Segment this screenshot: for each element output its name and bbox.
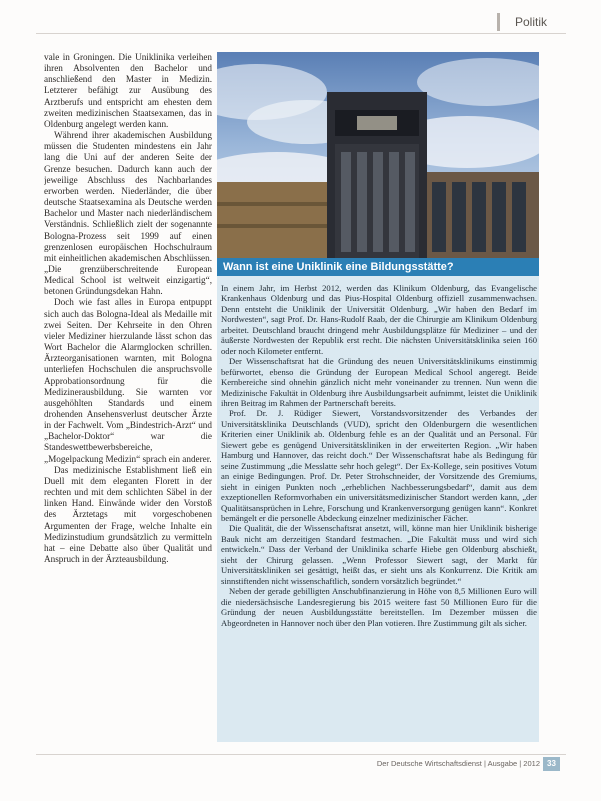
feature-paragraph: Prof. Dr. J. Rüdiger Siewert, Vorstandsvorsitzender des Verbandes der Universitätsklinika Deutschlands (VUD), spricht den Oldenburgern die wesentlichen Kriterien einer Uniklinik ab. Oldenburg fehle es an der Qualität und an Personal. Für Siewert gebe es genügend Universitätskliniken in der erweiterten Region. „Wir haben Hamburg und Hannover, das reicht doch.“ Der Wissenschaftsrat habe als Bedingung für seine Zustimmung „die Messlatte sehr hoch gelegt“. Der Ex-Kollege, sein positives Votum an einige Bedingungen. Prof. Dr. Peter Strohschneider, der Vorsitzende des Gremiums, sieht in einigen Punkten noch „erheblichen Nachbesserungsbedarf“, damit aus dem exzeptionellen Reformvorhaben ein universitätsmedizinischer Standort werden kann, „der Qualitätsansprüchen in Lehre, Forschung und Krankenversorgung genügen kann“. Konkret bemängelt er die personelle Abdeckung einzelner medizinischer Fächer. — [221, 408, 537, 523]
article-paragraph: vale in Groningen. Die Uniklinika verleihen ihren Absolventen den Bachelor und anschließend den Master in Medizin. Letzterer befähigt zur Ausübung des Arztberufs und entspricht am ehesten dem zweiten medizinischen Staatsexamen, das in Oldenburg angelegt werden kann. — [44, 52, 212, 129]
article-left-column — [44, 52, 212, 742]
feature-paragraph: Der Wissenschaftsrat hat die Gründung des neuen Universitätsklinikums einstimmig befürwortet, ebenso die Gründung der European Medical School angeregt. Beide Kernbereiche sind ohnehin gänzlich nicht mehr voneinander zu trennen. Nun wenn die Medizinische Fakultät in Oldenburg ihre Ausbildungsarbeit aufnimmt, leistet die Uniklinik ihren Beitrag im Rahmen der Partnerschaft bereits. — [221, 356, 537, 408]
article-paragraph: Doch wie fast alles in Europa entpuppt sich auch das Bologna-Ideal als Medaille mit zwei Seiten. Der Kehrseite in den Ohren vieler Mediziner hierzulande lässt schon das Wort Bachelor die Alarmglocken schrillen. Ärzteorganisationen warnten, mit Bologna unterliefen Hochschulen die anspruchsvolle Approbationsordnung für die Medizinerausbildung. Sie warnten vor ausgehöhlten Standards und einem drohenden Ansehensverlust deutscher Ärzte in der Fachwelt. Vom „Bindestrich-Arzt“ und „Bachelor-Doktor“ war die Standeswettbewerbsbereiche, „Mogelpackung Medizin“ sprach ein anderer. — [44, 297, 212, 464]
feature-paragraph: In einem Jahr, im Herbst 2012, werden das Klinikum Oldenburg, das Evangelische Krankenhaus Oldenburg und das Pius-Hospital Oldenburg offiziell zusammenwachsen. Denn entsteht die Uniklinik der Universität Oldenburg. „Wir haben den Bedarf im Nordwesten“, sagt Prof. Dr. Hans-Rudolf Raab, der die Chirurgie am Klinikum Oldenburg arbeitet. Deutschland braucht dringend mehr Ausbildungsplätze für Mediziner – und der äußerste Nordwesten der Republik erst recht. Die nächsten Universitätsklinika seien 160 oder noch Kilometer entfernt. — [221, 283, 537, 356]
page-number: 33 — [543, 757, 560, 771]
feature-paragraph: Neben der gerade gebilligten Anschubfinanzierung in Höhe von 8,5 Millionen Euro will die niedersächsische Landesregierung bis 2015 weitere fast 50 Millionen Euro für die Gründung der neuen Ausbildungsstätte bereitstellen. Im Dezember müssen die Abgeordneten in Hannover noch über den Plan votieren. Ihre Zustimmung gilt als sicher. — [221, 586, 537, 628]
feature-paragraph: Die Qualität, die der Wissenschaftsrat ansetzt, will, könne man hier Uniklinik bisherige Bauk nicht am derzeitigen Standard festmachen. „Die Fakultät muss und wird sich entwickeln.“ Dass der Verband der Uniklinika scharfe Hiebe gen Oldenburg abschießt, sieht der Chirurg gelassen. „Wenn Professor Siewert sagt, der Markt für Universitätskliniken sei gesättigt, heißt das, er sieht uns als Konkurrenz. Die Kritik am sinnstiftenden nicht wissenschaftlich, sondern vorsätzlich begründet.“ — [221, 523, 537, 586]
clinic-building-illustration — [217, 52, 539, 258]
header-rule — [36, 33, 566, 34]
article-paragraph: Das medizinische Establishment ließ ein Duell mit dem eleganten Florett in der rechten und mit dem schlichten Säbel in der linken Hand. Einwände wider den Vorstoß des Ärztetags mit vorgeschobenen Argumenten der Frage, welche Inhalte ein Medizinstudium grundsätzlich zu vermitteln hat – eine Debatte also über Qualität und Anspruch in der Ärzteausbildung. — [44, 464, 212, 565]
feature-box-text — [221, 283, 537, 739]
footer-rule — [36, 754, 566, 755]
section-label: Politik — [514, 15, 547, 29]
feature-box-heading: Wann ist eine Uniklinik eine Bildungsstätte? — [217, 258, 539, 276]
clinic-building-photo — [217, 52, 539, 258]
article-paragraph: Während ihrer akademischen Ausbildung müssen die Studenten mindestens ein Jahr lang die Uni auf der anderen Seite der Grenze besuchen. Dadurch kann auch der jeweilige Abschluss des Nachbarlandes erworben werden. Niederländer, die über deutsche Staatsexamina als Deutsche werden Bachelor und Master nach niederländischem Verständnis. Schließlich zielt der sogenannte Bologna-Prozess seit 1999 auf einen grenzenlosen europäischen Hochschulraum mit einheitlichen akademischen Abschlüssen. „Die grenzüberschreitende European Medical School ist weltweit einzigartig“, betonen Gründungsdekan Hahn. — [44, 130, 212, 297]
footer-publication: Der Deutsche Wirtschaftsdienst | Ausgabe | 2012 — [376, 759, 540, 768]
